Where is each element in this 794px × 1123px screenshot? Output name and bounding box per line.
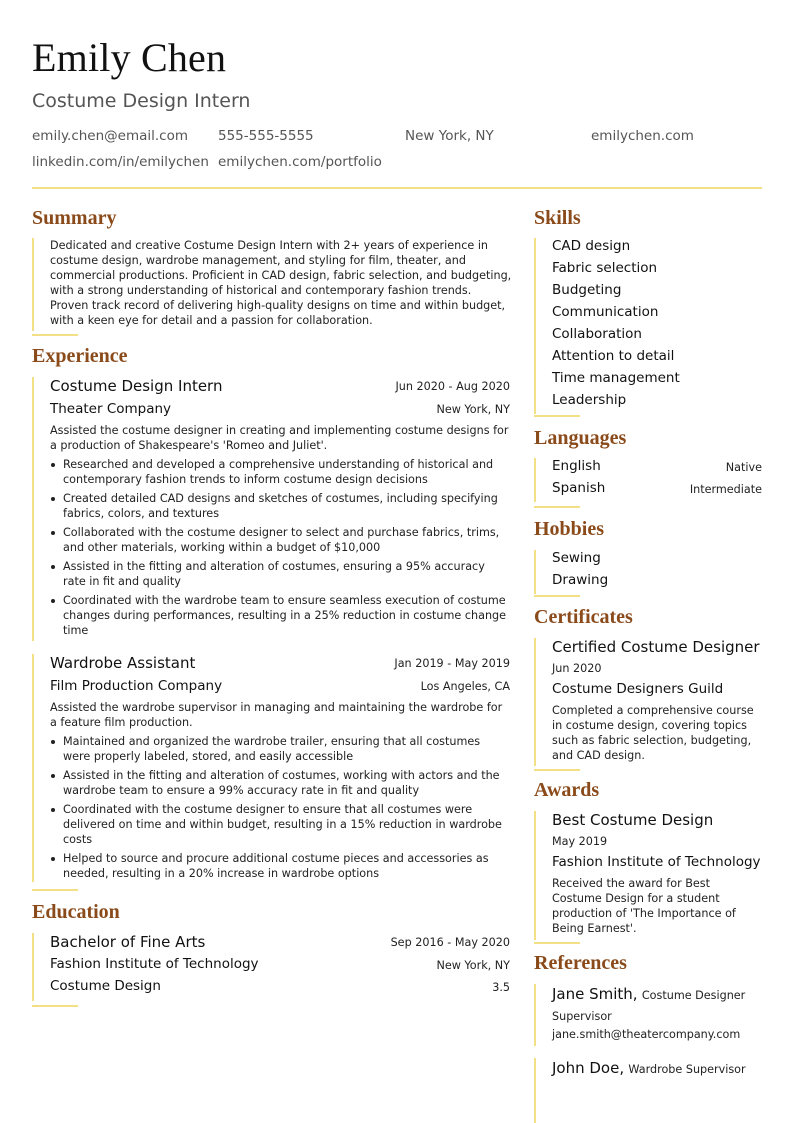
job-2-description: Assisted the wardrobe supervisor in managing and maintaining the wardrobe for a feature film production. [50, 701, 503, 729]
certificates-underline [534, 769, 580, 771]
skill-item: CAD design [552, 238, 631, 254]
reference-2 [552, 1058, 758, 1080]
hobby-item: Drawing [552, 572, 609, 588]
skills-heading: Skills [534, 207, 581, 229]
language-name: English [552, 458, 601, 474]
job-2-company: Film Production Company [50, 678, 223, 694]
education-location: New York, NY [436, 959, 510, 972]
job-2-title: Wardrobe Assistant [50, 654, 196, 672]
reference-name: Jane Smith, [552, 985, 638, 1003]
education-school: Fashion Institute of Technology [50, 956, 259, 972]
portfolio-link[interactable]: emilychen.com/portfolio [218, 154, 382, 170]
skill-item: Fabric selection [552, 260, 658, 276]
experience-underline [32, 889, 78, 891]
award-issuer: Fashion Institute of Technology [552, 854, 761, 870]
list-item: Created detailed CAD designs and sketches of costumes, including specifying fabrics, colors, and textures [50, 491, 510, 521]
skill-item: Time management [552, 370, 680, 386]
certificate-title: Certified Costume Designer [552, 638, 760, 656]
list-item: Collaborated with the costume designer to select and purchase fabrics, trims, and other materials, working within a budget of $10,000 [50, 525, 510, 555]
languages-underline [534, 506, 580, 508]
reference-role: Costume Designer Supervisor [552, 989, 746, 1023]
job-1-location: New York, NY [436, 403, 510, 416]
award-date: May 2019 [552, 835, 608, 848]
education-field: Costume Design [50, 978, 161, 994]
summary-text: Dedicated and creative Costume Design Intern with 2+ years of experience in costume design, wardrobe management, and styling for film, theater, and commercial productions. Proficient in CAD design, fabric selection, and budgeting, with a strong understanding of historical and contemporary fashion trends. Proven track record of delivering high-quality designs on time and within budget, with a keen eye for detail and a passion for collaboration. [50, 239, 512, 327]
email-link[interactable]: emily.chen@email.com [32, 128, 189, 144]
hobbies-heading: Hobbies [534, 518, 605, 540]
skill-item: Leadership [552, 392, 627, 408]
job-1-company: Theater Company [50, 401, 172, 417]
skill-item: Attention to detail [552, 348, 675, 364]
education-accent-bar [32, 933, 34, 1001]
awards-underline [534, 942, 580, 944]
skill-item: Communication [552, 304, 659, 320]
reference-1-accent-bar [534, 984, 536, 1046]
skill-item: Budgeting [552, 282, 622, 298]
job-1-accent-bar [32, 377, 34, 641]
list-item: Helped to source and procure additional costume pieces and accessories as needed, resulting in a 20% increase in wardrobe options [50, 851, 510, 881]
education-dates: Sep 2016 - May 2020 [390, 936, 510, 949]
reference-role: Wardrobe Supervisor [628, 1063, 746, 1076]
website-link[interactable]: emilychen.com [591, 128, 694, 144]
job-1-dates: Jun 2020 - Aug 2020 [395, 380, 510, 393]
summary-heading: Summary [32, 207, 117, 229]
certificate-issuer: Costume Designers Guild [552, 681, 724, 697]
job-2-dates: Jan 2019 - May 2019 [394, 657, 510, 670]
certificate-description: Completed a comprehensive course in costume design, covering topics such as fabric selection, budgeting, and CAD design. [552, 704, 754, 762]
skills-underline [534, 415, 580, 417]
award-title: Best Costume Design [552, 811, 714, 829]
list-item: Coordinated with the wardrobe team to ensure seamless execution of costume changes during performances, resulting in a 25% reduction in costume change time [50, 593, 510, 638]
location-text: New York, NY [405, 128, 494, 144]
language-name: Spanish [552, 480, 606, 496]
languages-heading: Languages [534, 427, 627, 449]
list-item: Assisted in the fitting and alteration of costumes, working with actors and the wardrobe team to ensure a 99% accuracy rate in fit and quality [50, 768, 510, 798]
job-1-bullets [50, 457, 510, 642]
list-item: Assisted in the fitting and alteration of costumes, ensuring a 95% accuracy rate in fit and quality [50, 559, 510, 589]
job-2-bullets [50, 734, 510, 885]
education-underline [32, 1005, 78, 1007]
experience-heading: Experience [32, 345, 128, 367]
reference-2-accent-bar [534, 1058, 536, 1123]
summary-underline [32, 334, 78, 336]
list-item: Coordinated with the costume designer to ensure that all costumes were delivered on time and within budget, resulting in a 15% reduction in wardrobe costs [50, 802, 510, 847]
skill-item: Collaboration [552, 326, 642, 342]
hobby-item: Sewing [552, 550, 601, 566]
language-level: Intermediate [689, 483, 762, 496]
list-item: Researched and developed a comprehensive understanding of historical and contemporary fashion trends to inform costume design decisions [50, 457, 510, 487]
candidate-title: Costume Design Intern [32, 90, 251, 112]
award-description: Received the award for Best Costume Design for a student production of 'The Importance of Being Earnest'. [552, 877, 736, 935]
certificates-heading: Certificates [534, 606, 633, 628]
candidate-name: Emily Chen [32, 35, 227, 80]
awards-accent-bar [534, 811, 536, 940]
linkedin-link[interactable]: linkedin.com/in/emilychen [32, 154, 209, 170]
certificate-date: Jun 2020 [552, 662, 602, 675]
education-heading: Education [32, 901, 120, 923]
awards-heading: Awards [534, 779, 600, 801]
list-item: Maintained and organized the wardrobe trailer, ensuring that all costumes were properly labeled, stored, and easily accessible [50, 734, 510, 764]
education-degree: Bachelor of Fine Arts [50, 933, 206, 951]
job-1-title: Costume Design Intern [50, 377, 223, 395]
language-level: Native [725, 461, 762, 474]
reference-email-link[interactable]: jane.smith@theatercompany.com [552, 1028, 741, 1041]
summary-accent-bar [32, 238, 34, 331]
hobbies-underline [534, 595, 580, 597]
reference-1 [552, 984, 758, 1027]
phone-number[interactable]: 555-555-5555 [218, 128, 314, 144]
skills-accent-bar [534, 238, 536, 414]
job-1-description: Assisted the costume designer in creating and implementing costume designs for a production of Shakespeare's 'Romeo and Juliet'. [50, 424, 509, 452]
certificates-accent-bar [534, 638, 536, 766]
header-divider [32, 187, 762, 189]
job-2-accent-bar [32, 654, 34, 882]
education-gpa: 3.5 [492, 981, 510, 994]
hobbies-accent-bar [534, 550, 536, 594]
references-heading: References [534, 952, 627, 974]
job-2-location: Los Angeles, CA [420, 680, 510, 693]
languages-accent-bar [534, 458, 536, 502]
reference-name: John Doe, [552, 1059, 625, 1077]
